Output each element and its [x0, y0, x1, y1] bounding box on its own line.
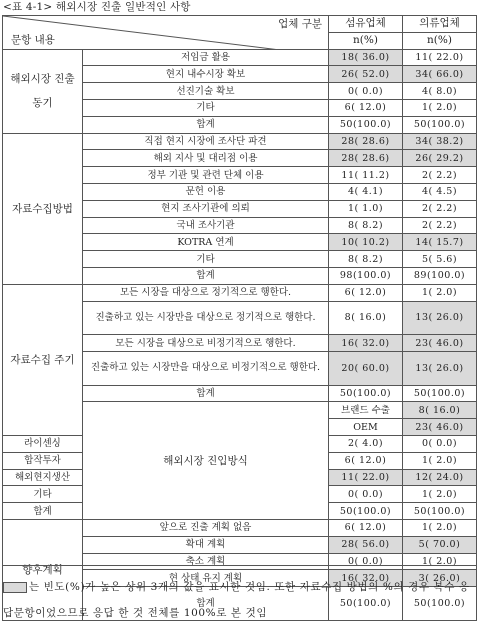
apparel-value-cell: 4( 8.0): [403, 83, 477, 100]
item-cell: 기타: [83, 99, 329, 116]
apparel-value-cell: 2( 2.2): [403, 200, 477, 217]
textile-value-cell: 50(100.0): [329, 385, 403, 402]
category-cell: 해외시장 진출 동기: [3, 49, 83, 133]
column-header-apparel: 의류업체: [403, 16, 477, 33]
apparel-value-cell: 34( 38.2): [403, 133, 477, 150]
textile-value-cell: 11( 11.2): [329, 167, 403, 184]
apparel-value-cell: 0( 0.0): [403, 435, 477, 452]
item-cell: 합계: [83, 267, 329, 284]
apparel-value-cell: 11( 22.0): [403, 49, 477, 66]
item-cell: 진출하고 있는 시장만을 대상으로 정기적으로 행한다.: [83, 301, 329, 335]
table-row: [3, 133, 477, 150]
textile-value-cell: 28( 28.6): [329, 133, 403, 150]
textile-value-cell: 98(100.0): [329, 267, 403, 284]
item-cell: 현지 내수시장 확보: [83, 66, 329, 83]
item-cell: 앞으로 진출 계획 없음: [83, 519, 329, 536]
textile-value-cell: 50(100.0): [329, 587, 403, 621]
textile-value-cell: 50(100.0): [329, 116, 403, 133]
textile-value-cell: 20( 60.0): [329, 351, 403, 385]
textile-value-cell: 1( 1.0): [329, 200, 403, 217]
item-cell: 선진기술 확보: [83, 83, 329, 100]
textile-value-cell: 26( 52.0): [329, 66, 403, 83]
item-cell: 문헌 이용: [83, 183, 329, 200]
textile-value-cell: 50(100.0): [329, 503, 403, 520]
item-cell: 진출하고 있는 시장만을 대상으로 비정기적으로 행한다.: [83, 351, 329, 385]
textile-value-cell: 6( 12.0): [329, 452, 403, 469]
apparel-value-cell: 50(100.0): [403, 385, 477, 402]
item-cell: 기타: [3, 486, 83, 503]
apparel-value-cell: 5( 5.6): [403, 251, 477, 268]
textile-value-cell: 6( 12.0): [329, 284, 403, 301]
apparel-value-cell: 50(100.0): [403, 503, 477, 520]
item-cell: 합계: [3, 503, 83, 520]
apparel-value-cell: 50(100.0): [403, 587, 477, 621]
apparel-value-cell: 34( 66.0): [403, 66, 477, 83]
item-cell: 해외 지사 및 대리점 이용: [83, 150, 329, 167]
table-row: [3, 519, 477, 536]
apparel-value-cell: 5( 70.0): [403, 536, 477, 553]
corner-label-category: 업체 구분: [278, 18, 322, 30]
textile-value-cell: 10( 10.2): [329, 234, 403, 251]
item-cell: 국내 조사기관: [83, 217, 329, 234]
apparel-value-cell: 1( 2.0): [403, 519, 477, 536]
apparel-value-cell: 13( 26.0): [403, 351, 477, 385]
apparel-value-cell: 1( 2.0): [403, 284, 477, 301]
table-row: [3, 284, 477, 301]
apparel-value-cell: 14( 15.7): [403, 234, 477, 251]
category-cell: 해외시장 진입방식: [83, 402, 329, 520]
corner-label-item: 문항 내용: [11, 33, 55, 46]
footnote: [3, 574, 477, 626]
item-cell: 확대 계획: [83, 536, 329, 553]
apparel-value-cell: 1( 2.0): [403, 486, 477, 503]
apparel-value-cell: 13( 26.0): [403, 301, 477, 335]
item-cell: 모든 시장을 대상으로 정기적으로 행한다.: [83, 284, 329, 301]
textile-value-cell: 0( 0.0): [329, 486, 403, 503]
item-cell: 현지 조사기관에 의뢰: [83, 200, 329, 217]
item-cell: KOTRA 연계: [83, 234, 329, 251]
apparel-value-cell: 1( 2.0): [403, 452, 477, 469]
apparel-value-cell: 2( 2.2): [403, 217, 477, 234]
item-cell: 모든 시장을 대상으로 비정기적으로 행한다.: [83, 335, 329, 352]
textile-value-cell: 11( 22.0): [329, 469, 403, 486]
apparel-value-cell: 4( 4.5): [403, 183, 477, 200]
item-cell: 브랜드 수출: [329, 402, 403, 419]
item-cell: 축소 계획: [83, 553, 329, 570]
item-cell: 기타: [83, 251, 329, 268]
apparel-value-cell: 3( 26.0): [403, 570, 477, 587]
table-row: [3, 49, 477, 66]
item-cell: 정부 기관 및 관련 단체 이용: [83, 167, 329, 184]
table-body: [3, 49, 477, 620]
textile-value-cell: 28( 56.0): [329, 536, 403, 553]
category-cell: 자료수집방법: [3, 133, 83, 284]
category-cell: 자료수집 주기: [3, 284, 83, 435]
footnote-text: 는 빈도(%)가 높은 상위 3개의 값을 표시한 것임. 또한 자료수집 방법의 %의 경우 복수 응답문항이었으므로 응답 한 것 전체를 100%로 본 것임: [3, 581, 470, 619]
textile-value-cell: 0( 0.0): [329, 83, 403, 100]
textile-value-cell: 0( 0.0): [329, 553, 403, 570]
item-cell: OEM: [329, 419, 403, 436]
header-corner-cell: [3, 16, 329, 50]
item-cell: 합계: [83, 385, 329, 402]
textile-value-cell: 8( 8.2): [329, 251, 403, 268]
textile-value-cell: 8( 16.0): [329, 301, 403, 335]
column-unit-textile: n(%): [329, 32, 403, 49]
item-cell: 합계: [83, 116, 329, 133]
textile-value-cell: 16( 32.0): [329, 570, 403, 587]
textile-value-cell: 4( 4.1): [329, 183, 403, 200]
apparel-value-cell: 1( 2.0): [403, 99, 477, 116]
apparel-value-cell: 12( 24.0): [403, 469, 477, 486]
column-unit-apparel: n(%): [403, 32, 477, 49]
column-header-textile: 섬유업체: [329, 16, 403, 33]
textile-value-cell: 18( 36.0): [329, 49, 403, 66]
table-caption: <표 4-1> 해외시장 진출 일반적인 사항: [3, 1, 191, 13]
item-cell: 합작투자: [3, 452, 83, 469]
highlight-legend-swatch: [3, 582, 27, 593]
item-cell: 합계: [83, 587, 329, 621]
apparel-value-cell: 1( 2.0): [403, 553, 477, 570]
textile-value-cell: 8( 8.2): [329, 217, 403, 234]
textile-value-cell: 6( 12.0): [329, 519, 403, 536]
category-cell: 향후계획: [3, 519, 83, 620]
apparel-value-cell: 26( 29.2): [403, 150, 477, 167]
survey-table: [2, 15, 477, 621]
apparel-value-cell: 2( 2.2): [403, 167, 477, 184]
item-cell: 직접 현지 시장에 조사단 파견: [83, 133, 329, 150]
item-cell: 저임금 활용: [83, 49, 329, 66]
textile-value-cell: 6( 12.0): [329, 99, 403, 116]
textile-value-cell: 28( 28.6): [329, 150, 403, 167]
textile-value-cell: 23( 46.0): [403, 419, 477, 436]
table-bottom-rule: [2, 565, 476, 566]
textile-value-cell: 2( 4.0): [329, 435, 403, 452]
apparel-value-cell: 23( 46.0): [403, 335, 477, 352]
item-cell: 라이센싱: [3, 435, 83, 452]
item-cell: 해외현지생산: [3, 469, 83, 486]
textile-value-cell: 8( 16.0): [403, 402, 477, 419]
apparel-value-cell: 50(100.0): [403, 116, 477, 133]
textile-value-cell: 16( 32.0): [329, 335, 403, 352]
apparel-value-cell: 89(100.0): [403, 267, 477, 284]
item-cell: 현 상태 유지 계획: [83, 570, 329, 587]
